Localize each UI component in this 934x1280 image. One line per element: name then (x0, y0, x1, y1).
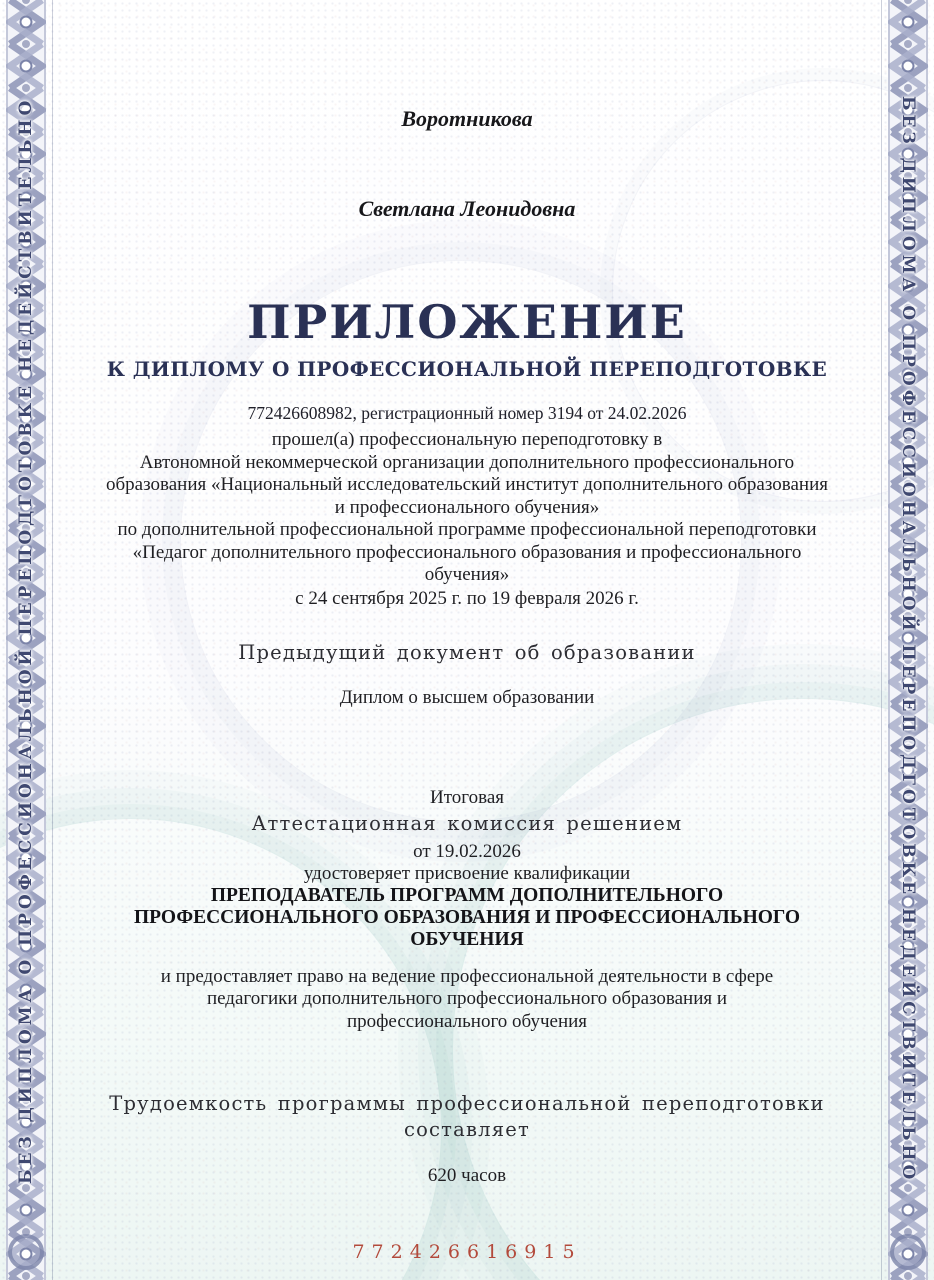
final-attestation-word: Итоговая (430, 786, 504, 808)
holder-first-middle-name: Светлана Леонидовна (358, 196, 576, 221)
attestation-date: от 19.02.2026 (413, 840, 521, 862)
text-line: педагогики дополнительного профессионального образования и (206, 988, 728, 1009)
text-line: образования «Национальный исследовательский институт дополнительного образования (106, 474, 828, 495)
previous-document-label: Предыдущий документ об образовании (238, 640, 696, 664)
training-period: с 24 сентября 2025 г. по 19 февраля 2026 г. (295, 587, 639, 609)
text-line: «Педагог дополнительного профессионального образования и профессионального (132, 541, 802, 563)
completed-line: прошел(а) профессиональную переподготовку в (271, 429, 663, 450)
qualification-intro: удостоверяет присвоение квалификации (303, 862, 631, 884)
organization-name (95, 452, 839, 520)
document-content (0, 106, 934, 1263)
text-line: обучения» (424, 564, 510, 585)
text-line: профессионального обучения (346, 1010, 588, 1032)
document-subtitle: К ДИПЛОМУ О ПРОФЕССИОНАЛЬНОЙ ПЕРЕПОДГОТОВКЕ (106, 357, 828, 381)
serial-number-red: 772426616915 (352, 1241, 582, 1263)
workload-label: Трудоемкость программы профессиональной переподготовки составляет (109, 1092, 825, 1141)
text-line: ОБУЧЕНИЯ (410, 928, 524, 950)
previous-document-value: Диплом о высшем образовании (339, 686, 595, 708)
text-line: Автономной некоммерческой организации дополнительного профессионального (139, 451, 795, 473)
text-line: ПРОФЕССИОНАЛЬНОГО ОБРАЗОВАНИЯ И ПРОФЕССИОНАЛЬНОГО (133, 906, 801, 928)
security-text-left: БЕЗ ДИПЛОМА О ПРОФЕССИОНАЛЬНОЙ ПЕРЕПОДГОТОВКЕ НЕДЕЙСТВИТЕЛЬНО (16, 96, 36, 1184)
text-line: ПРЕПОДАВАТЕЛЬ ПРОГРАММ ДОПОЛНИТЕЛЬНОГО (210, 884, 724, 906)
security-text-right: БЕЗ ДИПЛОМА О ПРОФЕССИОНАЛЬНОЙ ПЕРЕПОДГОТОВКЕ НЕДЕЙСТВИТЕЛЬНО (898, 96, 918, 1184)
workload-value: 620 часов (427, 1165, 507, 1186)
rights-statement (95, 966, 839, 1034)
text-line: и профессионального обучения» (334, 496, 600, 518)
document-title: ПРИЛОЖЕНИЕ (247, 295, 687, 349)
registration-line: 772426608982, регистрационный номер 3194 от 24.02.2026 (247, 403, 687, 423)
program-name (95, 519, 839, 587)
text-line: и предоставляет право на ведение профессиональной деятельности в сфере (160, 965, 774, 987)
attestation-commission-label: Аттестационная комиссия решением (251, 811, 683, 835)
qualification-name (95, 885, 839, 951)
text-line: по дополнительной профессиональной программе профессиональной переподготовки (117, 519, 817, 540)
holder-last-name: Воротникова (401, 106, 533, 131)
